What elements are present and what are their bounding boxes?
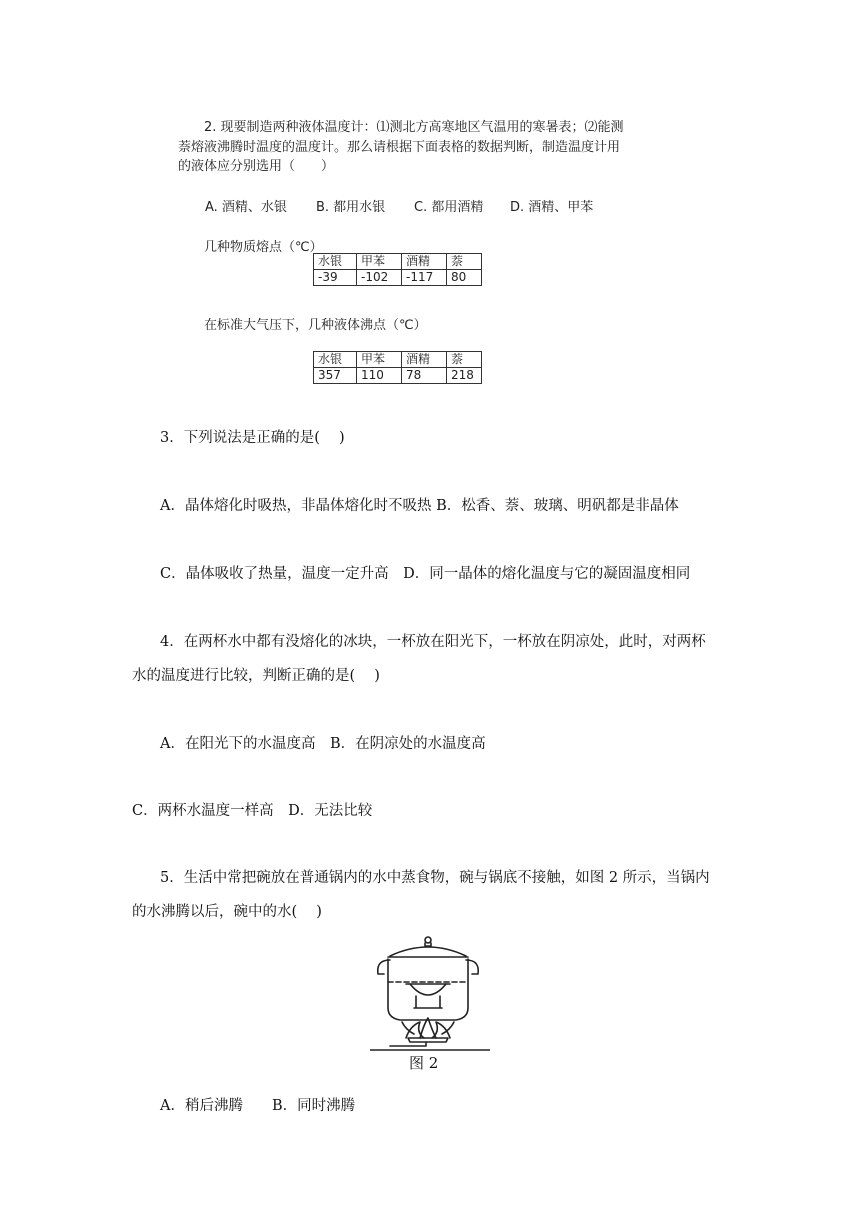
table-header-cell: 甲苯 bbox=[357, 254, 402, 270]
q3-stem: 3．下列说法是正确的是( ) bbox=[160, 430, 345, 446]
q2-line-2: 萘熔液沸腾时温度的温度计。那么请根据下面表格的数据判断，制造温度计用 bbox=[178, 140, 621, 155]
melting-point-table bbox=[313, 253, 482, 286]
table-cell: -39 bbox=[314, 270, 357, 286]
table-row bbox=[314, 254, 482, 270]
q4-options-ab: A．在阳光下的水温度高 B．在阴凉处的水温度高 bbox=[160, 736, 486, 752]
q4-options-cd: C．两杯水温度一样高 D．无法比较 bbox=[132, 803, 373, 819]
table-header-cell: 酒精 bbox=[402, 254, 447, 270]
table-header-cell: 水银 bbox=[314, 254, 357, 270]
table-cell: 80 bbox=[447, 270, 482, 286]
q3-options-cd: C．晶体吸收了热量，温度一定升高 D．同一晶体的熔化温度与它的凝固温度相同 bbox=[160, 566, 691, 582]
table-header-cell: 甲苯 bbox=[357, 352, 402, 368]
q5-options-ab: A．稍后沸腾 B．同时沸腾 bbox=[160, 1098, 356, 1114]
figure-2-caption: 图 2 bbox=[409, 1054, 439, 1072]
melting-table-title: 几种物质熔点（℃） bbox=[204, 240, 323, 255]
table-cell: 218 bbox=[447, 368, 482, 384]
q3-options-ab: A．晶体熔化时吸热，非晶体熔化时不吸热 B．松香、萘、玻璃、明矾都是非晶体 bbox=[160, 498, 679, 514]
q2-option-b: B. 都用水银 bbox=[316, 200, 386, 215]
q4-stem-line-2: 水的温度进行比较，判断正确的是( ) bbox=[132, 668, 380, 684]
table-row bbox=[314, 270, 482, 286]
boiling-point-table bbox=[313, 351, 482, 384]
q2-option-a: A. 酒精、水银 bbox=[205, 200, 287, 215]
table-cell: -117 bbox=[402, 270, 447, 286]
table-header-cell: 酒精 bbox=[402, 352, 447, 368]
table-header-cell: 萘 bbox=[447, 352, 482, 368]
table-row bbox=[314, 368, 482, 384]
q5-stem-line-1: 5．生活中常把碗放在普通锅内的水中蒸食物，碗与锅底不接触，如图 2 所示，当锅内 bbox=[160, 870, 710, 886]
q2-line-3: 的液体应分别选用（ ） bbox=[178, 159, 335, 174]
table-cell: 110 bbox=[357, 368, 402, 384]
table-header-cell: 水银 bbox=[314, 352, 357, 368]
boiling-table-title: 在标准大气压下，几种液体沸点（℃） bbox=[204, 318, 427, 333]
steaming-pot-figure bbox=[370, 934, 490, 1052]
table-cell: 78 bbox=[402, 368, 447, 384]
q4-stem-line-1: 4．在两杯水中都有没熔化的冰块，一杯放在阳光下，一杯放在阴凉处，此时，对两杯 bbox=[160, 634, 706, 650]
q5-stem-line-2: 的水沸腾以后，碗中的水( ) bbox=[132, 904, 322, 920]
q2-option-c: C. 都用酒精 bbox=[414, 200, 484, 215]
table-row bbox=[314, 352, 482, 368]
table-cell: 357 bbox=[314, 368, 357, 384]
q2-option-d: D. 酒精、甲苯 bbox=[510, 200, 594, 215]
table-header-cell: 萘 bbox=[447, 254, 482, 270]
q2-line-1: 2. 现要制造两种液体温度计：⑴测北方高寒地区气温用的寒暑表；⑵能测 bbox=[204, 120, 624, 135]
table-cell: -102 bbox=[357, 270, 402, 286]
